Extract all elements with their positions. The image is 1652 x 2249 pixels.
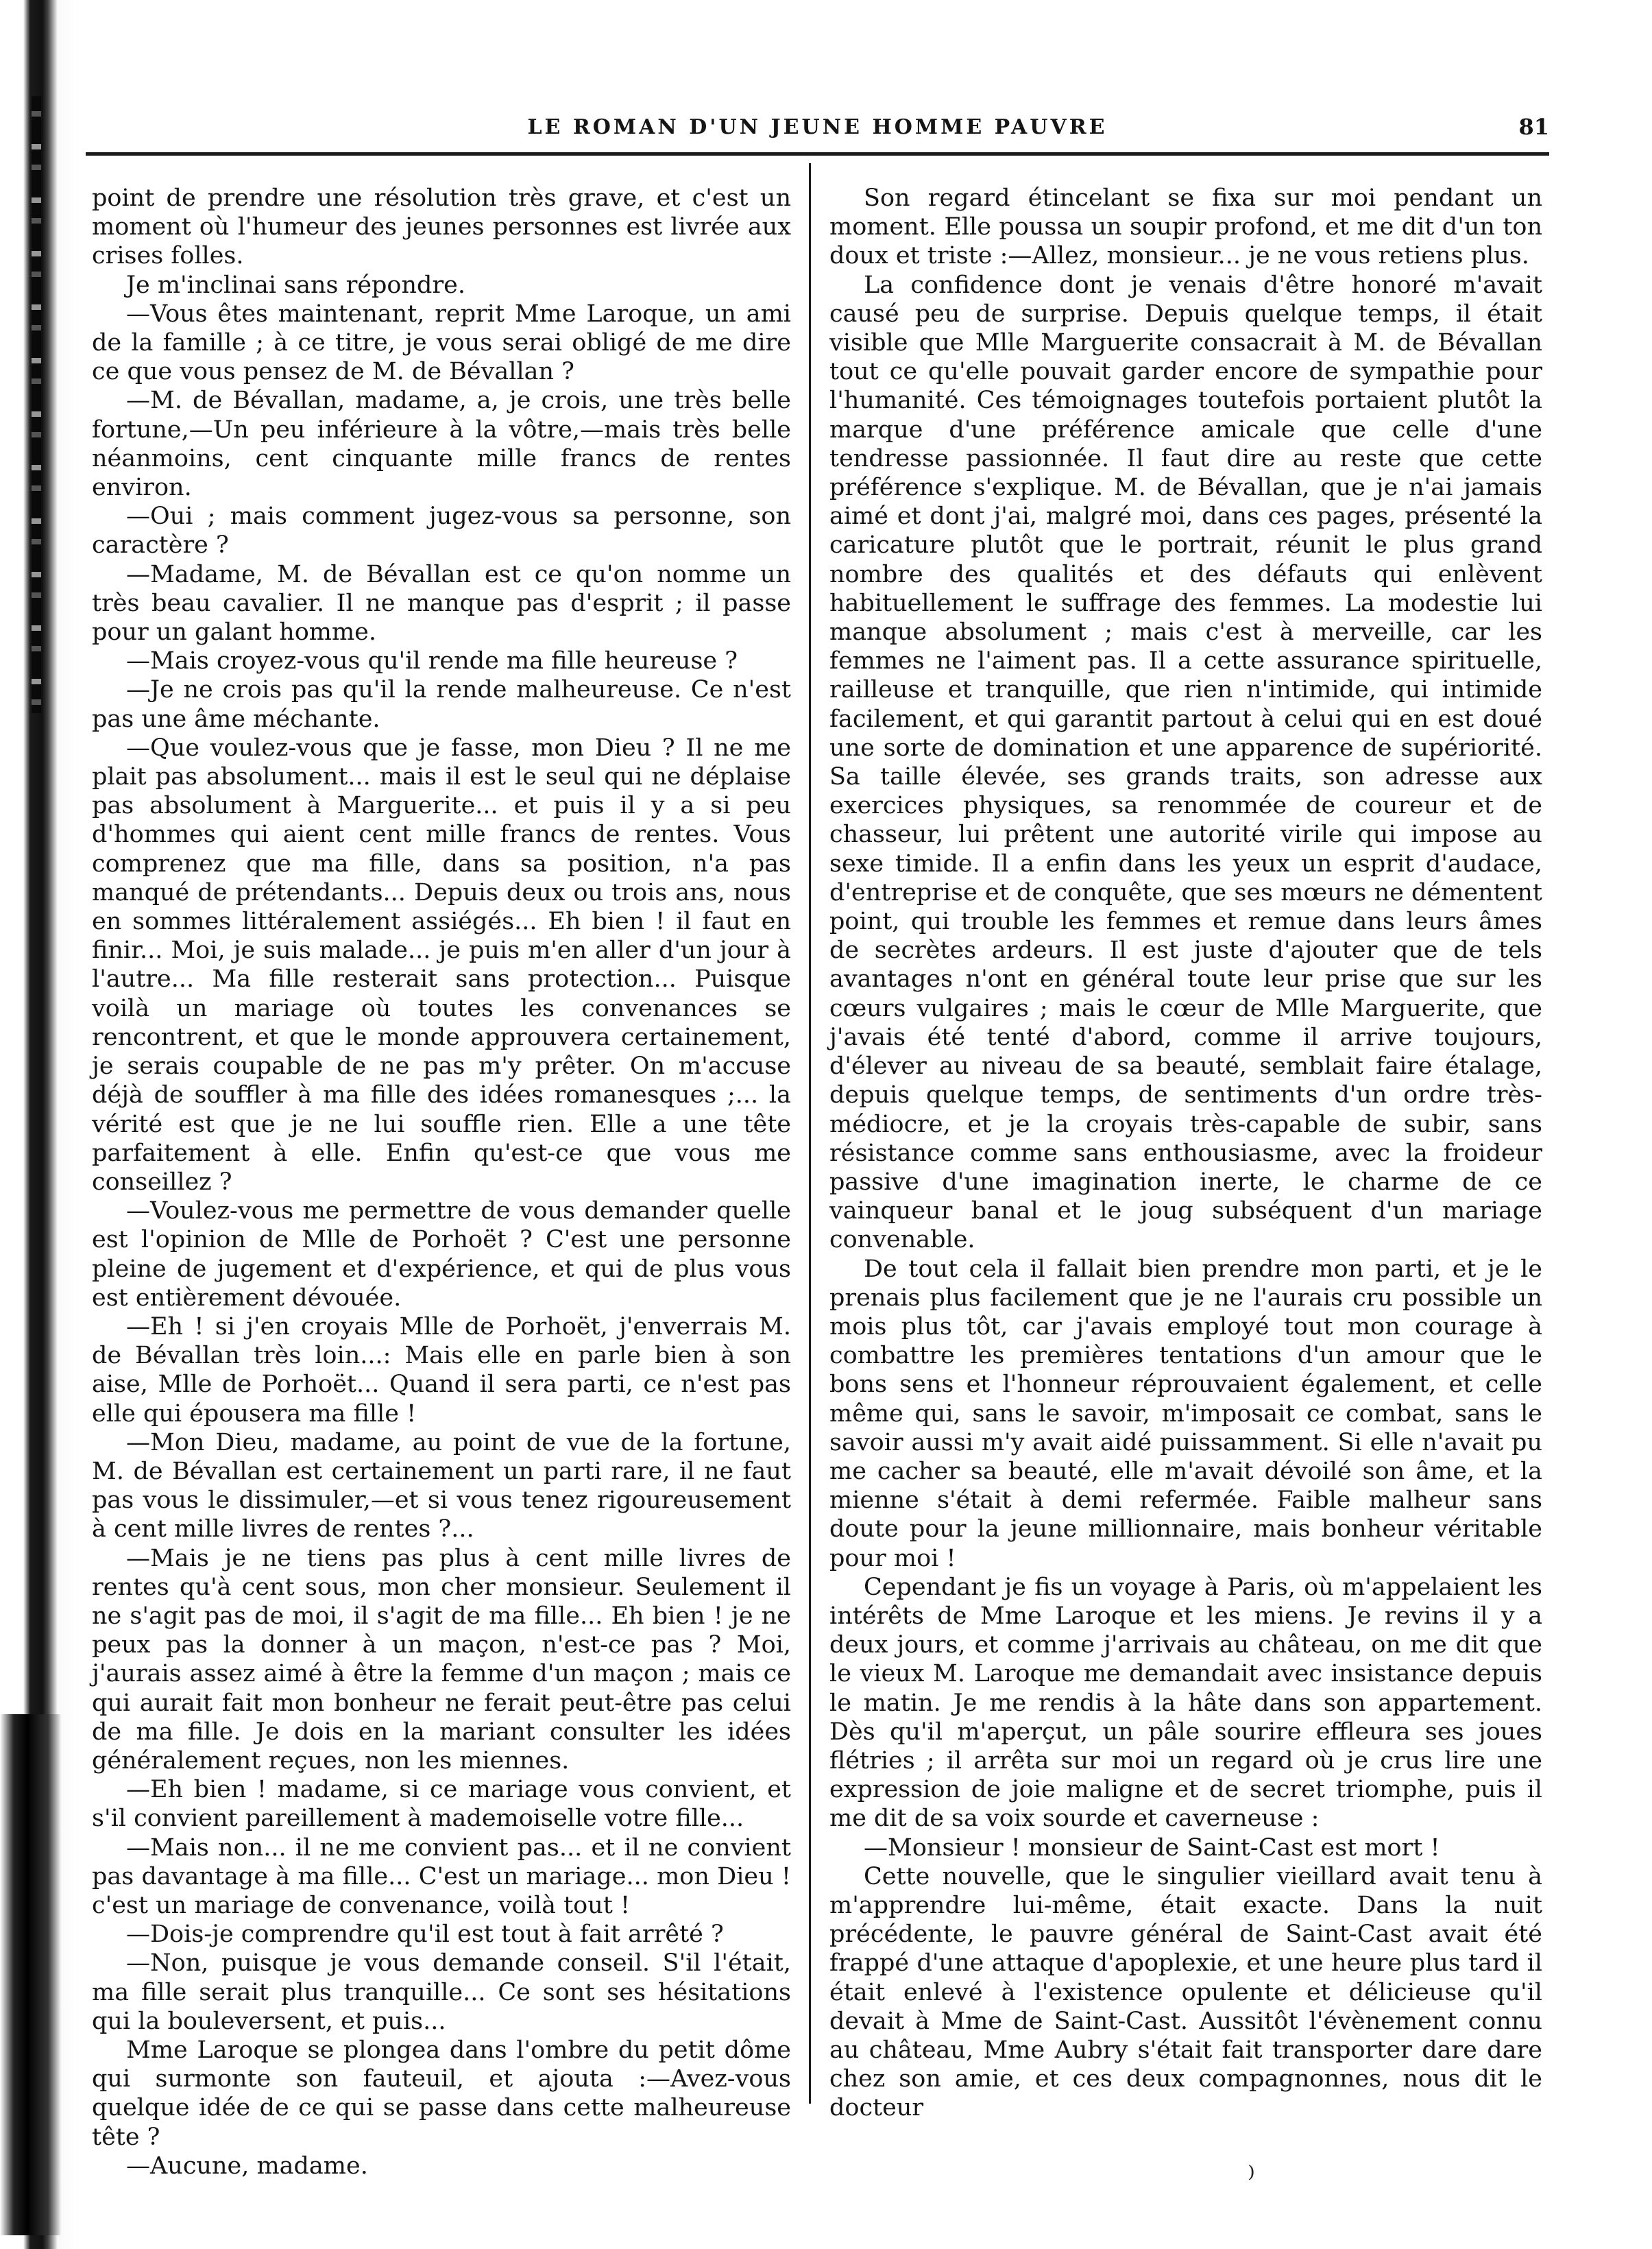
- paragraph: —Vous êtes maintenant, reprit Mme Laroque, un ami de la famille ; à ce titre, je vous serai obligé de me dire ce que vous pensez de M. de Bévallan ?: [92, 300, 791, 386]
- scan-mark: ⁾: [1248, 2160, 1255, 2195]
- paragraph: —Non, puisque je vous demande conseil. S'il l'était, ma fille serait plus tranquille... Ce sont ses hésitations qui la bouleversent, et puis...: [92, 1949, 791, 2035]
- paragraph: —M. de Bévallan, madame, a, je crois, une très belle fortune,—Un peu inférieure à la vôtre,—mais très belle néanmoins, cent cinquante mille francs de rentes environ.: [92, 387, 791, 502]
- paragraph: —Eh ! si j'en croyais Mlle de Porhoët, j'enverrais M. de Bévallan très loin...: Mais elle en parle bien à son aise, Mlle de Porhoët... Quand il sera parti, ce n'est pas elle qui épousera ma fille !: [92, 1312, 791, 1428]
- right-column: [829, 184, 1542, 2123]
- paragraph: Je m'inclinai sans répondre.: [126, 271, 466, 299]
- page-number: 81: [1518, 114, 1549, 140]
- paragraph: De tout cela il fallait bien prendre mon parti, et je le prenais plus facilement que je ne l'aurais cru possible un mois plus tôt, car j'avais employé tout mon courage à combattre les premières tentations d'un amour que le bons sens et l'honneur réprouvaient également, et celle même qui, sans le savoir, m'imposait ce combat, sans le savoir aussi m'y avait aidé puissamment. Si elle n'avait pu me cacher sa beauté, elle m'avait dévoilé son âme, et la mienne s'était à demi refermée. Faible malheur sans doute pour la jeune millionnaire, mais bonheur véritable pour moi !: [829, 1255, 1542, 1572]
- paragraph: —Que voulez-vous que je fasse, mon Dieu ? Il ne me plait pas absolument... mais il est le seul qui ne déplaise pas absolument à Marguerite... et puis il y a si peu d'hommes qui aient cent mille francs de rentes. Vous comprenez que ma fille, dans sa position, n'a pas manqué de prétendants... Depuis deux ou trois ans, nous en sommes littéralement assiégés... Eh bien ! il faut en finir... Moi, je suis malade... je puis m'en aller d'un jour à l'autre... Ma fille resterait sans protection... Puisque voilà un mariage où toutes les convenances se rencontrent, et que le monde approuvera certainement, je serais coupable de ne pas m'y prêter. On m'accuse déjà de souffler à ma fille des idées romanesques ;... la vérité est que je ne lui souffle rien. Elle a une tête parfaitement à elle. Enfin qu'est-ce que vous me conseillez ?: [92, 734, 791, 1196]
- paragraph: —Voulez-vous me permettre de vous demander quelle est l'opinion de Mlle de Porhoët ? C'est une personne pleine de jugement et d'expérience, et qui de plus vous est entièrement dévouée.: [92, 1197, 791, 1312]
- paragraph: Cette nouvelle, que le singulier vieillard avait tenu à m'apprendre lui-même, était exacte. Dans la nuit précédente, le pauvre général de Saint-Cast avait été frappé d'une attaque d'apoplexie, et une heure plus tard il était enlevé à l'existence opulente et délicieuse qu'il devait à Mme de Saint-Cast. Aussitôt l'évènement connu au château, Mme Aubry s'était fait transporter dare dare chez son amie, et ces deux compagnonnes, nous dit le docteur: [829, 1862, 1542, 2122]
- paragraph: —Mais croyez-vous qu'il rende ma fille heureuse ?: [126, 647, 738, 675]
- paragraph: —Eh bien ! madame, si ce mariage vous convient, et s'il convient pareillement à mademoiselle votre fille...: [92, 1776, 791, 1833]
- paragraph: Mme Laroque se plongea dans l'ombre du petit dôme qui surmonte son fauteuil, et ajouta :—Avez-vous quelque idée de ce qui se passe dans cette malheureuse tête ?: [92, 2036, 791, 2151]
- paragraph: La confidence dont je venais d'être honoré m'avait causé peu de surprise. Depuis quelque temps, il était visible que Mlle Marguerite consacrait à M. de Bévallan tout ce qu'elle pouvait garder encore de sympathie pour l'humanité. Ces témoignages toutefois portaient plutôt la marque d'une préférence amicale que celle d'une tendresse passionnée. Il faut dire au reste que cette préférence s'explique. M. de Bévallan, que je n'ai jamais aimé et dont j'ai, malgré moi, dans ces pages, présenté la caricature plutôt que le portrait, réunit le plus grand nombre des qualités et des défauts qui enlèvent habituellement le suffrage des femmes. La modestie lui manque absolument ; mais c'est à merveille, car les femmes ne l'aiment pas. Il a cette assurance spirituelle, railleuse et tranquille, que rien n'intimide, qui intimide facilement, et qui garantit partout à celui qui en est doué une sorte de domination et une apparence de supériorité. Sa taille élevée, ses grands traits, son adresse aux exercices physiques, sa renommée de coureur et de chasseur, lui prêtent une autorité virile qui impose au sexe timide. Il a enfin dans les yeux un esprit d'audace, d'entreprise et de conquête, que ses mœurs ne démentent point, qui trouble les femmes et remue dans leurs âmes de secrètes ardeurs. Il est juste d'ajouter que de tels avantages n'ont en général toute leur prise que sur les cœurs vulgaires ; mais le cœur de Mlle Marguerite, que j'avais été tenté d'abord, comme il arrive toujours, d'élever au niveau de sa beauté, semblait faire étalage, depuis quelque temps, de sentiments d'un ordre très-médiocre, et je la croyais très-capable de subir, sans résistance comme sans enthousiasme, avec la froideur passive d'une imagination inerte, le charme de ce vainqueur banal et le joug subséquent d'un mariage convenable.: [829, 271, 1542, 1254]
- header-rule: [86, 152, 1549, 156]
- paragraph: —Mais je ne tiens pas plus à cent mille livres de rentes qu'à cent sous, mon cher monsieur. Seulement il ne s'agit pas de moi, il s'agit de ma fille... Eh bien ! je ne peux pas la donner à un maçon, n'est-ce pas ? Moi, j'aurais assez aimé à être la femme d'un maçon ; mais ce qui aurait fait mon bonheur ne ferait peut-être pas celui de ma fille. Je dois en la mariant consulter les idées généralement reçues, non les miennes.: [92, 1544, 791, 1775]
- column-divider: [809, 163, 811, 2104]
- running-title: LE ROMAN D'UN JEUNE HOMME PAUVRE: [527, 115, 1108, 139]
- paragraph: Son regard étincelant se fixa sur moi pendant un moment. Elle poussa un soupir profond, et me dit d'un ton doux et triste :—Allez, monsieur... je ne vous retiens plus.: [829, 184, 1542, 270]
- paragraph: —Dois-je comprendre qu'il est tout à fait arrêté ?: [126, 1921, 724, 1949]
- paragraph: —Aucune, madame.: [126, 2152, 368, 2180]
- paragraph: Cependant je fis un voyage à Paris, où m'appelaient les intérêts de Mme Laroque et les miens. Je revins il y a deux jours, et comme j'arrivais au château, on me dit que le vieux M. Laroque me demandait avec insistance depuis le matin. Je me rendis à la hâte dans son appartement. Dès qu'il m'aperçut, un pâle sourire effleura ses joues flétries ; il arrêta sur moi un regard où je crus lire une expression de joie maligne et de secret triomphe, puis il me dit de sa voix sourde et caverneuse :: [829, 1573, 1542, 1833]
- paragraph: —Mais non... il ne me convient pas... et il ne convient pas davantage à ma fille... C'est un mariage... mon Dieu ! c'est un mariage de convenance, voilà tout !: [92, 1833, 791, 1919]
- binding-edge-scan-artifact: [0, 0, 81, 2249]
- paragraph: —Oui ; mais comment jugez-vous sa personne, son caractère ?: [92, 503, 791, 560]
- paragraph: —Madame, M. de Bévallan est ce qu'on nomme un très beau cavalier. Il ne manque pas d'esprit ; il passe pour un galant homme.: [92, 560, 791, 647]
- running-head: [86, 110, 1549, 145]
- paragraph: point de prendre une résolution très grave, et c'est un moment où l'humeur des jeunes personnes est livrée aux crises folles.: [92, 184, 791, 270]
- paragraph: —Mon Dieu, madame, au point de vue de la fortune, M. de Bévallan est certainement un parti rare, il ne faut pas vous le dissimuler,—et si vous tenez rigoureusement à cent mille livres de rentes ?...: [92, 1428, 791, 1543]
- paragraph: —Je ne crois pas qu'il la rende malheureuse. Ce n'est pas une âme méchante.: [92, 676, 791, 733]
- paragraph: —Monsieur ! monsieur de Saint-Cast est mort !: [864, 1833, 1440, 1862]
- left-column: [92, 184, 791, 2180]
